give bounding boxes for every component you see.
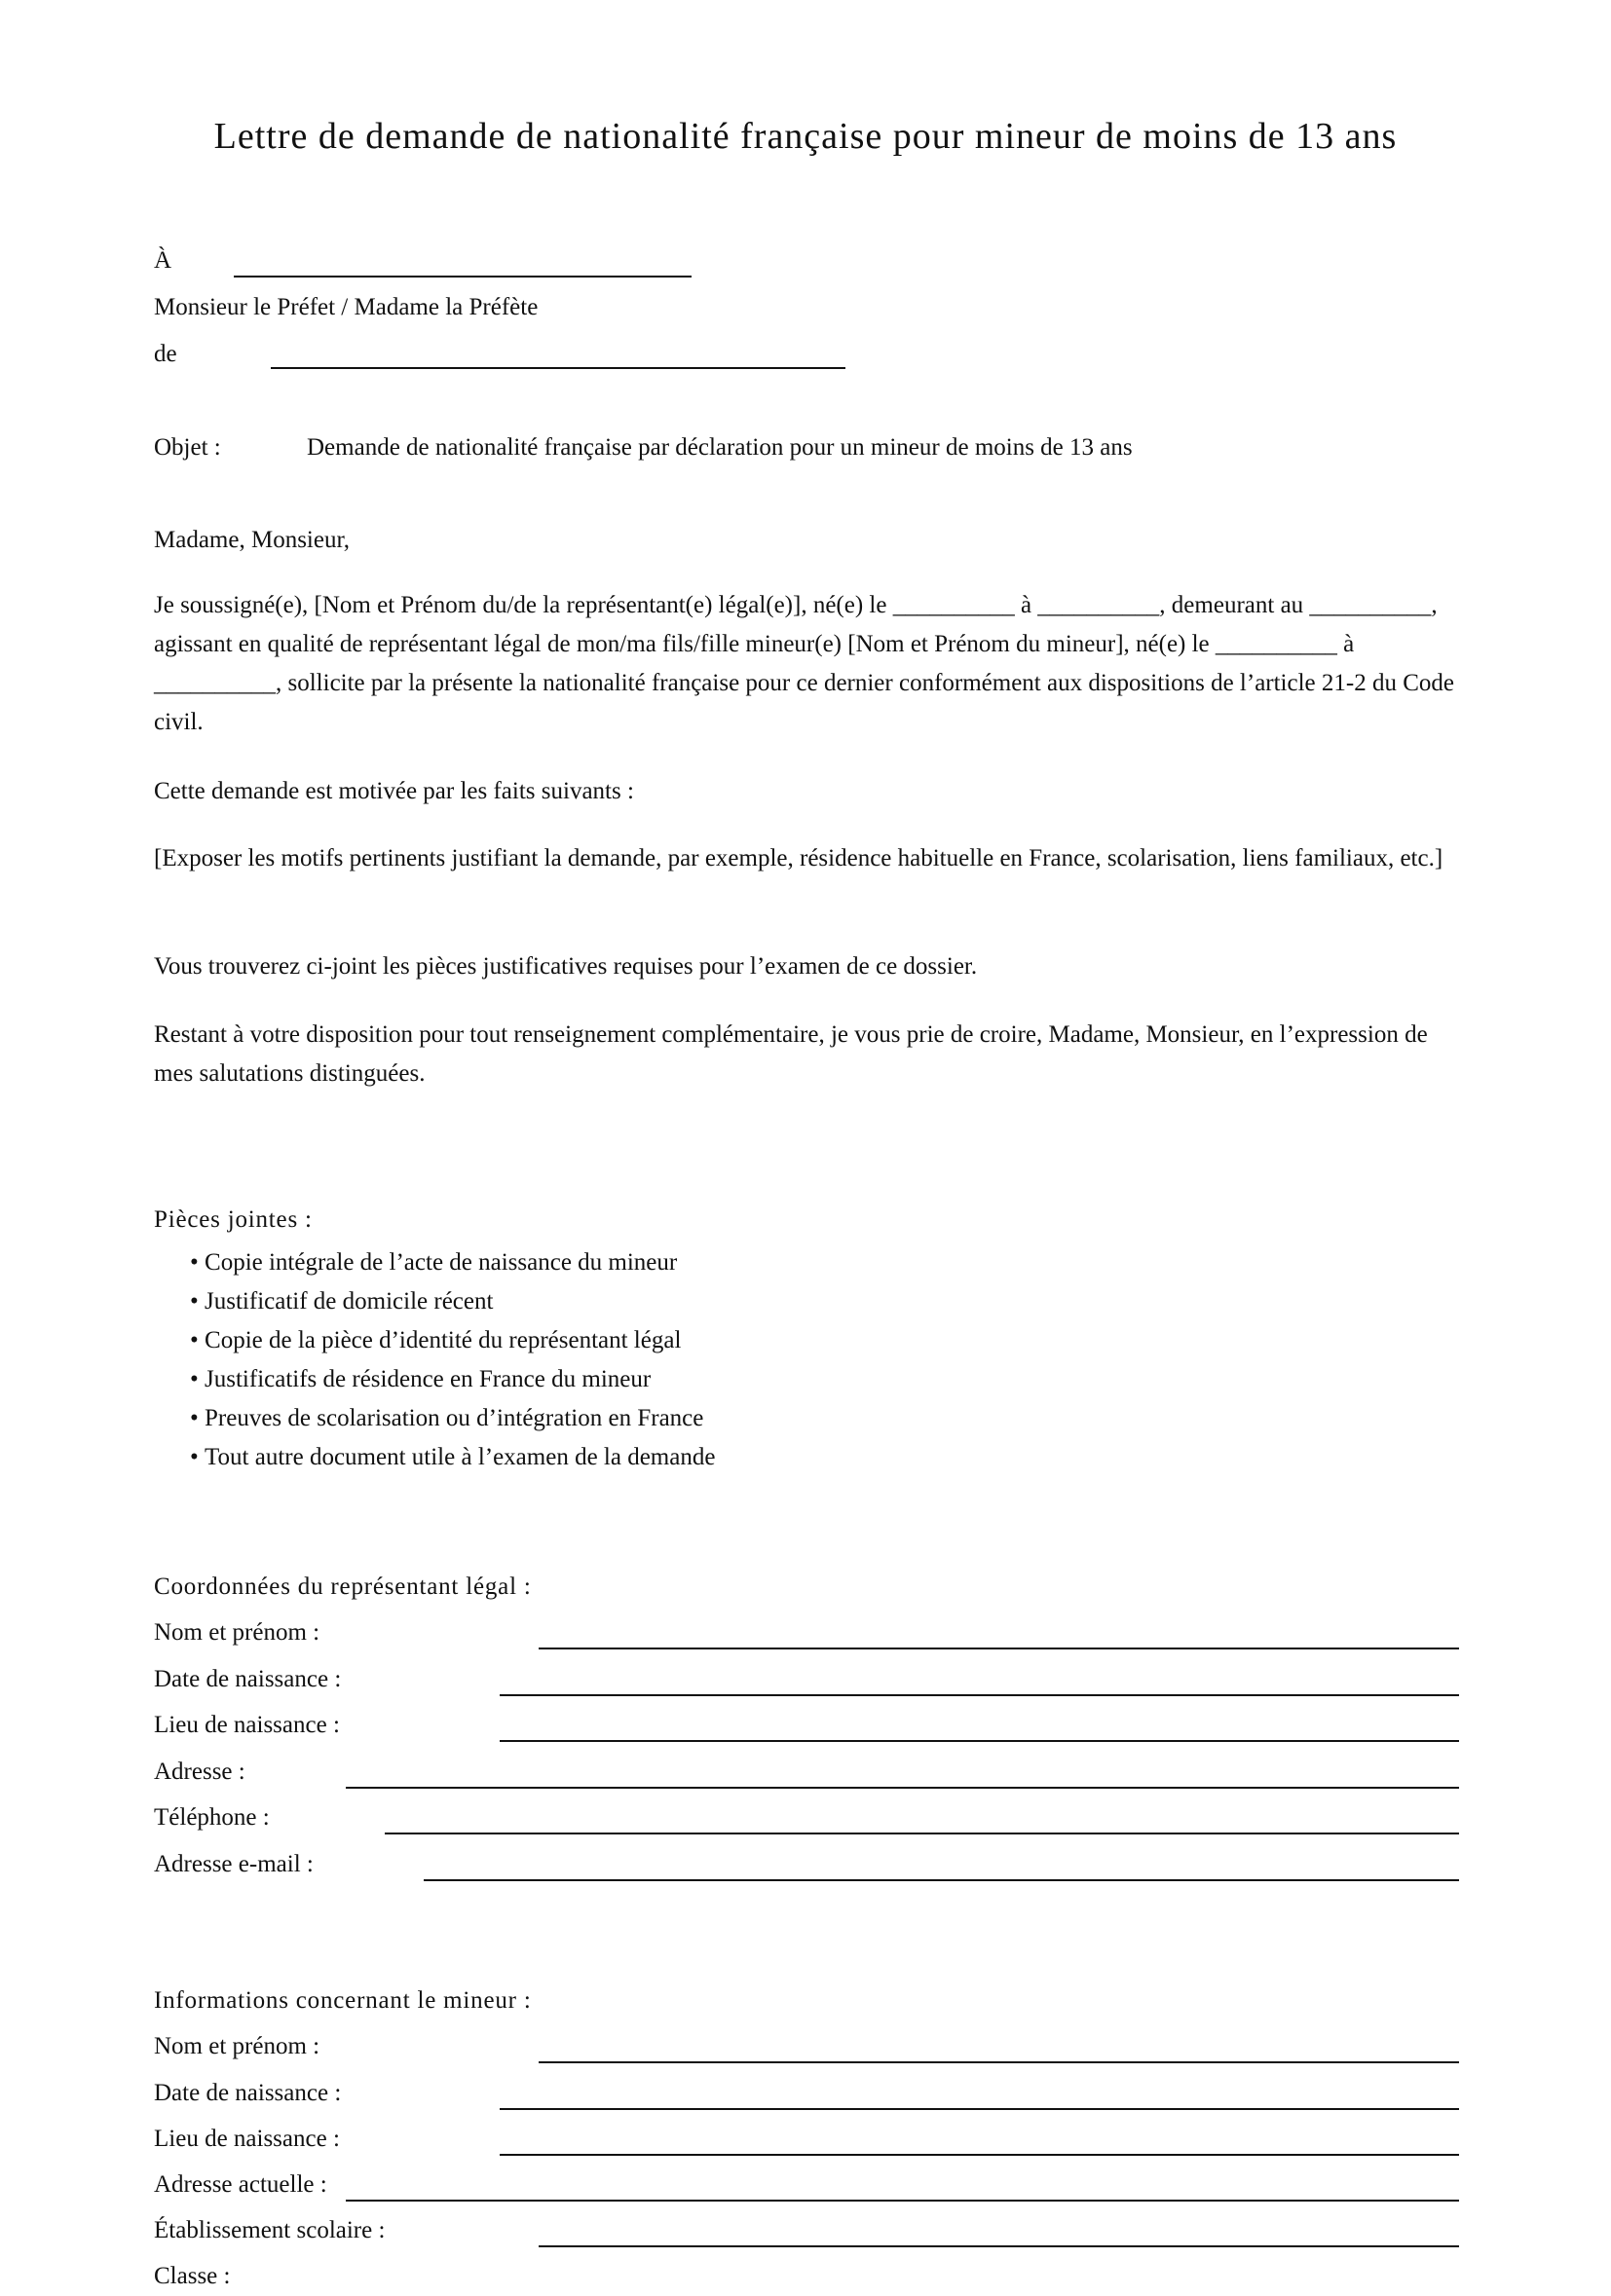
list-item: • Justificatif de domicile récent <box>190 1282 715 1321</box>
mineur-heading: Informations concernant le mineur : <box>154 1987 532 2014</box>
pieces-jointes-list <box>190 1243 715 1477</box>
list-item: • Justificatifs de résidence en France du mineur <box>190 1360 715 1399</box>
list-item: • Preuves de scolarisation ou d’intégration en France <box>190 1399 715 1438</box>
recipient-name-field[interactable] <box>234 276 692 278</box>
recipient-location-field[interactable] <box>271 367 845 369</box>
min-lieu-naissance-field[interactable] <box>500 2154 1459 2156</box>
rep-nom-field[interactable] <box>539 1648 1459 1649</box>
paragraph-closing: Restant à votre disposition pour tout renseignement complémentaire, je vous prie de croire, Madame, Monsieur, en l’expression de mes salutations distinguées. <box>154 1021 1428 1087</box>
page-title: Lettre de demande de nationalité française pour mineur de moins de 13 ans <box>213 116 1398 157</box>
min-adresse-field[interactable] <box>346 2200 1459 2202</box>
rep-adresse-field[interactable] <box>346 1787 1459 1789</box>
paragraph-pieces: Vous trouverez ci-joint les pièces justificatives requises pour l’examen de ce dossier. <box>154 953 978 980</box>
paragraph-motifs: [Exposer les motifs pertinents justifiant la demande, par exemple, résidence habituelle en France, scolarisation, liens familiaux, etc.] <box>154 845 1443 871</box>
list-item: • Tout autre document utile à l’examen de la demande <box>190 1438 715 1477</box>
min-etablissement-label: Établissement scolaire : <box>154 2217 386 2243</box>
list-item: • Copie de la pièce d’identité du représentant légal <box>190 1321 715 1360</box>
rep-date-naissance-field[interactable] <box>500 1694 1459 1696</box>
list-item: • Copie intégrale de l’acte de naissance du mineur <box>190 1243 715 1282</box>
rep-nom-label: Nom et prénom : <box>154 1619 320 1646</box>
rep-email-field[interactable] <box>424 1879 1459 1881</box>
representant-heading: Coordonnées du représentant légal : <box>154 1574 532 1600</box>
min-nom-label: Nom et prénom : <box>154 2033 320 2059</box>
rep-adresse-label: Adresse : <box>154 1759 245 1785</box>
rep-date-naissance-label: Date de naissance : <box>154 1666 342 1692</box>
min-nom-field[interactable] <box>539 2061 1459 2063</box>
objet-text: Demande de nationalité française par déclaration pour un mineur de moins de 13 ans <box>307 434 1133 461</box>
min-classe-label: Classe : <box>154 2263 231 2289</box>
salutation: Madame, Monsieur, <box>154 527 351 553</box>
recipient-de-label: de <box>154 341 177 367</box>
min-lieu-naissance-label: Lieu de naissance : <box>154 2126 340 2152</box>
prefet-line: Monsieur le Préfet / Madame la Préfète <box>154 294 539 320</box>
min-date-naissance-label: Date de naissance : <box>154 2080 342 2106</box>
min-date-naissance-field[interactable] <box>500 2108 1459 2110</box>
rep-lieu-naissance-field[interactable] <box>500 1740 1459 1742</box>
rep-telephone-label: Téléphone : <box>154 1804 270 1831</box>
pieces-jointes-heading: Pièces jointes : <box>154 1206 313 1233</box>
paragraph-declaration: Je soussigné(e), [Nom et Prénom du/de la représentant(e) légal(e)], né(e) le __________ à __________, demeurant au __________, agissant en qualité de représentant légal de mon/ma fils/fille mineur(e) [Nom et Prénom du mineur], né(e) le __________ à __________, sollicite par la présente la nationalité française pour ce dernier conformément aux dispositions de l’article 21-2 du Code civil. <box>154 592 1454 735</box>
paragraph-motifs-intro: Cette demande est motivée par les faits suivants : <box>154 778 634 804</box>
min-adresse-label: Adresse actuelle : <box>154 2171 327 2198</box>
min-etablissement-field[interactable] <box>539 2245 1459 2247</box>
rep-lieu-naissance-label: Lieu de naissance : <box>154 1712 340 1738</box>
recipient-to-label: À <box>154 247 172 274</box>
rep-telephone-field[interactable] <box>385 1833 1459 1834</box>
objet-label: Objet : <box>154 434 221 461</box>
rep-email-label: Adresse e-mail : <box>154 1851 314 1877</box>
